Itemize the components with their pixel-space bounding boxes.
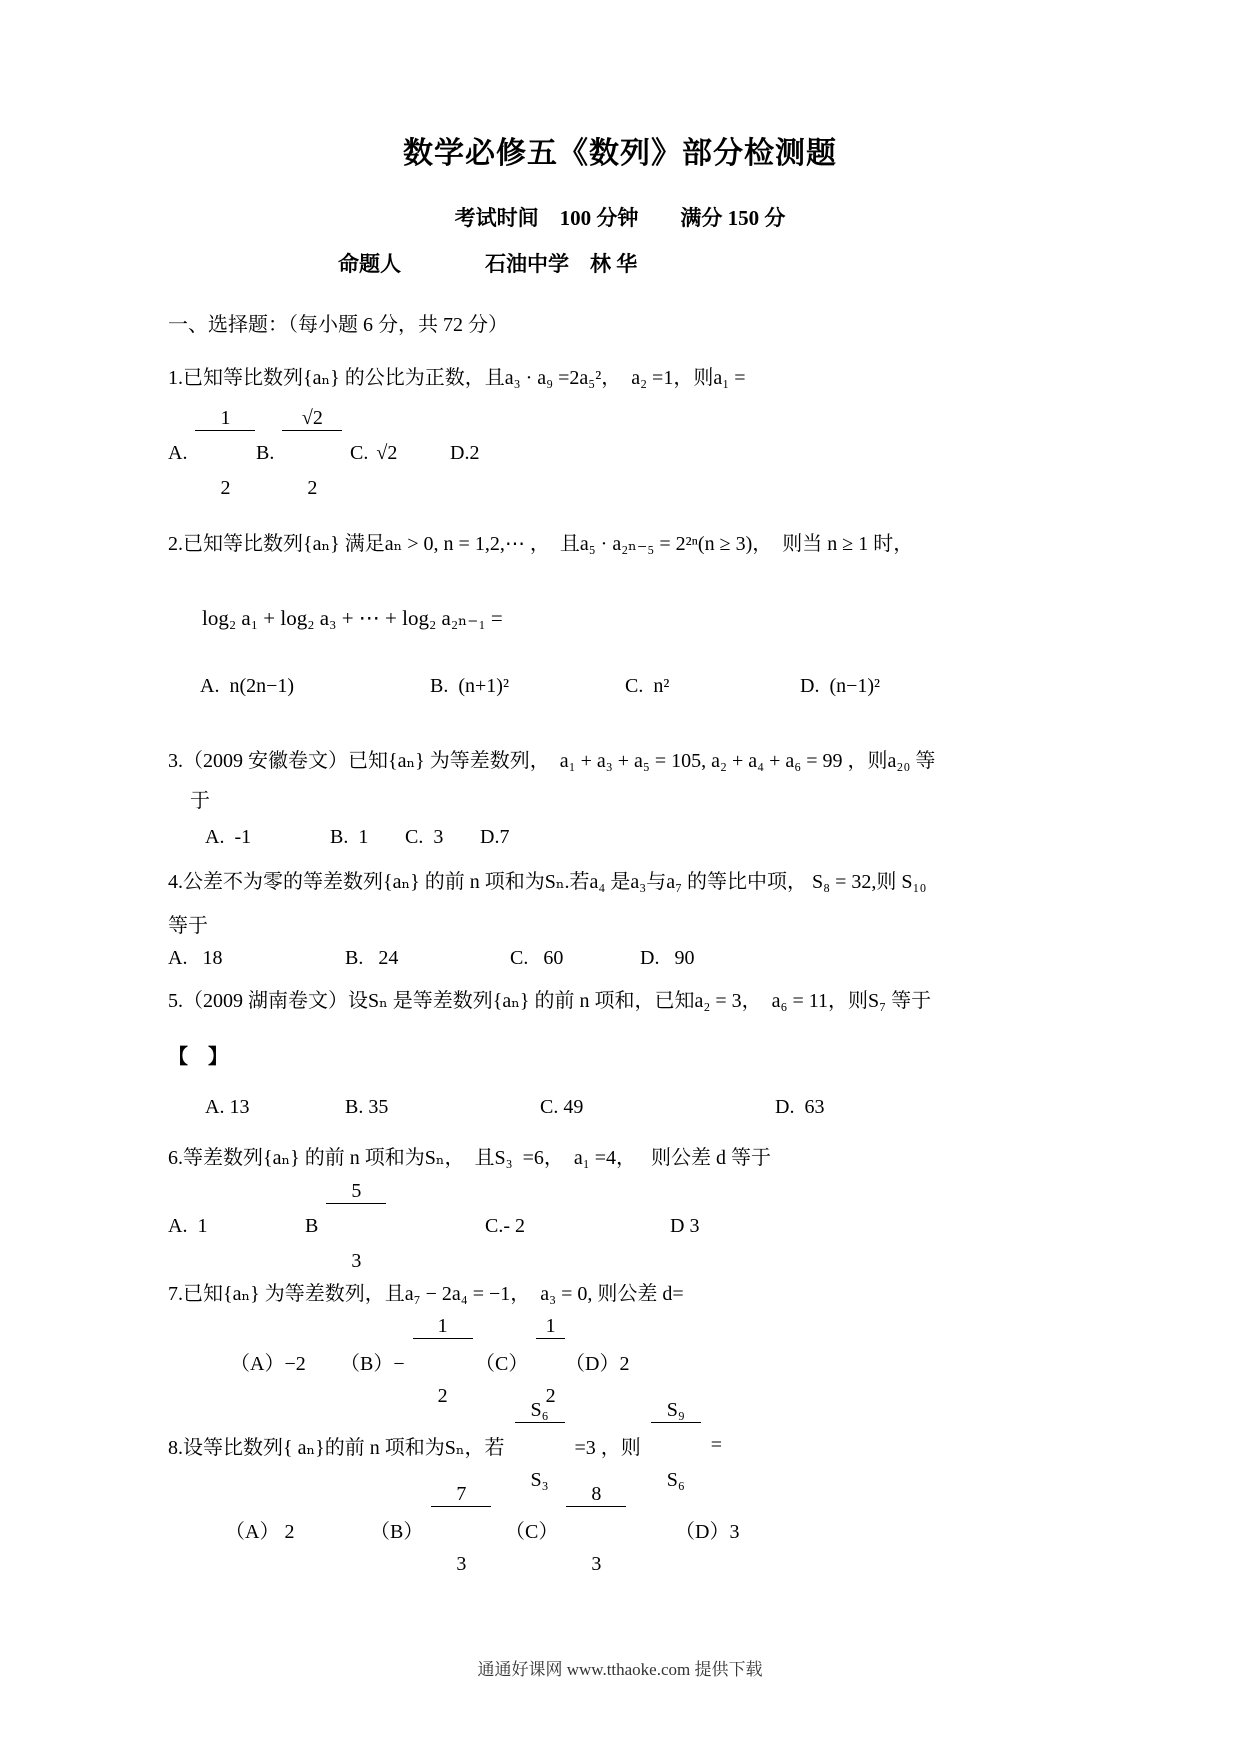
option-b xyxy=(340,1269,475,1454)
option-d: D 3 xyxy=(670,1214,700,1237)
question-1 xyxy=(168,361,1072,499)
option-d: （D）3 xyxy=(675,1520,740,1543)
option-c: C. n² xyxy=(625,675,670,697)
fraction xyxy=(413,1269,473,1454)
stem-text: ，若 xyxy=(464,1436,505,1459)
option-a: A. 1 xyxy=(168,1214,208,1237)
question-8-options xyxy=(225,1482,1072,1575)
question-1-stem: 1.已知等比数列{aₙ} 的公比为正数，且a₃ · a₉ =2a₅²， a₂ =1，则a₁ = xyxy=(168,367,746,389)
option-c: C. 60 xyxy=(510,947,564,969)
fraction-denominator: S₃ xyxy=(530,1468,549,1491)
option-a: （A） 2 xyxy=(225,1520,295,1543)
fraction-numerator: √2 xyxy=(282,407,342,431)
option-d: D.7 xyxy=(480,826,510,848)
option-c xyxy=(350,442,450,465)
fraction-denominator: 2 xyxy=(545,1384,556,1407)
footer-text: 通通好课网 www.tthaoke.com 提供下载 xyxy=(477,1660,763,1679)
author-line: 命题人 石油中学 林 华 xyxy=(338,252,638,276)
option-c-value: √2 xyxy=(376,441,398,464)
answer-bracket: 【 】 xyxy=(168,1046,228,1068)
option-b-label: B. xyxy=(256,441,275,464)
question-7 xyxy=(168,1277,1072,1407)
option-d: D. (n−1)² xyxy=(800,675,881,697)
page-title: 数学必修五《数列》部分检测题 xyxy=(403,137,837,170)
question-6 xyxy=(168,1141,1072,1272)
fraction-numerator: 1 xyxy=(413,1315,473,1339)
fraction-denominator: 3 xyxy=(456,1552,467,1575)
question-5-options xyxy=(205,1096,1072,1119)
option-b-label: B xyxy=(305,1214,319,1237)
option-b xyxy=(370,1437,505,1622)
fraction-denominator: S₆ xyxy=(666,1468,685,1491)
option-d: D. 63 xyxy=(775,1096,825,1118)
option-d: D.2 xyxy=(450,441,480,464)
fraction-denominator: 3 xyxy=(591,1552,602,1575)
question-3 xyxy=(168,744,1072,849)
question-2-formula: log₂ a₁ + log₂ a₃ + ⋯ + log₂ a₂ₙ₋₁ = xyxy=(202,606,503,630)
fraction-numerator: 1 xyxy=(536,1315,565,1339)
question-2-stem: 2.已知等比数列{aₙ} 满足aₙ > 0, n = 1,2,⋯ ， 且a₅ · a₂ₙ₋₅ = 2²ⁿ(n ≥ 3)， 则当 n ≥ 1 时， xyxy=(168,533,914,555)
question-8 xyxy=(168,1398,1072,1575)
option-b: B. 24 xyxy=(345,947,399,969)
question-4-stem-continued: 等于 xyxy=(168,915,208,937)
fraction-denominator: 3 xyxy=(351,1249,362,1272)
question-1-options xyxy=(168,406,1072,499)
exam-info-line: 考试时间 100 分钟 满分 150 分 xyxy=(454,206,786,230)
fraction xyxy=(566,1437,626,1622)
question-4-stem: 4.公差不为零的等差数列{aₙ} 的前 n 项和为Sₙ.若a₄ 是a₃与a₇ 的等比中项， S₈ = 32,则 S₁₀ xyxy=(168,871,927,893)
question-2 xyxy=(168,527,1072,698)
option-c-label: C. xyxy=(350,441,369,464)
question-6-stem: 6.等差数列{aₙ} 的前 n 项和为Sₙ， 且S₃ =6， a₁ =4， 则公差 d 等于 xyxy=(168,1147,772,1169)
option-b-label: （B） xyxy=(370,1520,424,1543)
question-6-options xyxy=(168,1179,1072,1272)
fraction-numerator: S₉ xyxy=(651,1399,701,1423)
stem-text: =3 ，则 xyxy=(574,1436,641,1459)
option-b: B. (n+1)² xyxy=(430,675,509,697)
question-4 xyxy=(168,865,1072,970)
fraction xyxy=(195,361,255,546)
question-4-options xyxy=(168,947,1072,970)
option-d: D. 90 xyxy=(640,947,695,969)
option-a xyxy=(168,361,256,546)
question-3-options xyxy=(205,826,1072,849)
fraction-numerator: 5 xyxy=(326,1180,386,1204)
option-b: B. 1 xyxy=(330,826,369,848)
option-d: （D）2 xyxy=(565,1352,630,1375)
fraction-denominator: 2 xyxy=(437,1384,448,1407)
stem-text: 8.设等比数列{ aₙ}的前 n 项和为Sₙ xyxy=(168,1436,465,1459)
fraction-numerator: 8 xyxy=(566,1483,626,1507)
fraction-numerator: 7 xyxy=(431,1483,491,1507)
option-b xyxy=(256,361,350,546)
question-5-stem: 5.（2009 湖南卷文）设Sₙ 是等差数列{aₙ} 的前 n 项和，已知a₂ = 3， a₆ = 11，则S₇ 等于 xyxy=(168,990,932,1012)
option-b-label: （B）− xyxy=(340,1352,405,1375)
fraction-denominator: 2 xyxy=(307,476,318,499)
question-2-options xyxy=(200,675,1072,698)
fraction xyxy=(282,361,342,546)
question-7-stem: 7.已知{aₙ} 为等差数列，且a₇ − 2a₄ = −1， a₃ = 0, 则公差 d= xyxy=(168,1283,684,1305)
option-c: C. 3 xyxy=(405,826,444,848)
question-3-stem-continued: 于 xyxy=(190,790,210,812)
fraction xyxy=(431,1437,491,1622)
section-header: 一、选择题：（每小题 6 分，共 72 分） xyxy=(168,314,508,336)
fraction-denominator: 2 xyxy=(220,476,231,499)
option-c: C.- 2 xyxy=(485,1214,525,1237)
option-c-label: （C） xyxy=(475,1352,529,1375)
option-b: B. 35 xyxy=(345,1096,389,1118)
stem-text: = xyxy=(710,1433,723,1456)
option-a: A. 18 xyxy=(168,947,223,969)
option-c-label: （C） xyxy=(505,1520,559,1543)
option-a: A. -1 xyxy=(205,826,252,848)
option-a: （A）−2 xyxy=(230,1352,306,1375)
fraction-numerator: S₆ xyxy=(515,1399,565,1423)
fraction-numerator: 1 xyxy=(195,407,255,431)
option-c xyxy=(505,1437,675,1622)
option-a: A. 13 xyxy=(205,1096,250,1118)
option-a: A. n(2n−1) xyxy=(200,675,295,697)
option-c: C. 49 xyxy=(540,1096,584,1118)
option-a-label: A. xyxy=(168,441,188,464)
question-5 xyxy=(168,984,1072,1119)
question-3-stem: 3.（2009 安徽卷文）已知{aₙ} 为等差数列， a₁ + a₃ + a₅ = 105, a₂ + a₄ + a₆ = 99 ，则a₂₀ 等 xyxy=(168,750,936,772)
